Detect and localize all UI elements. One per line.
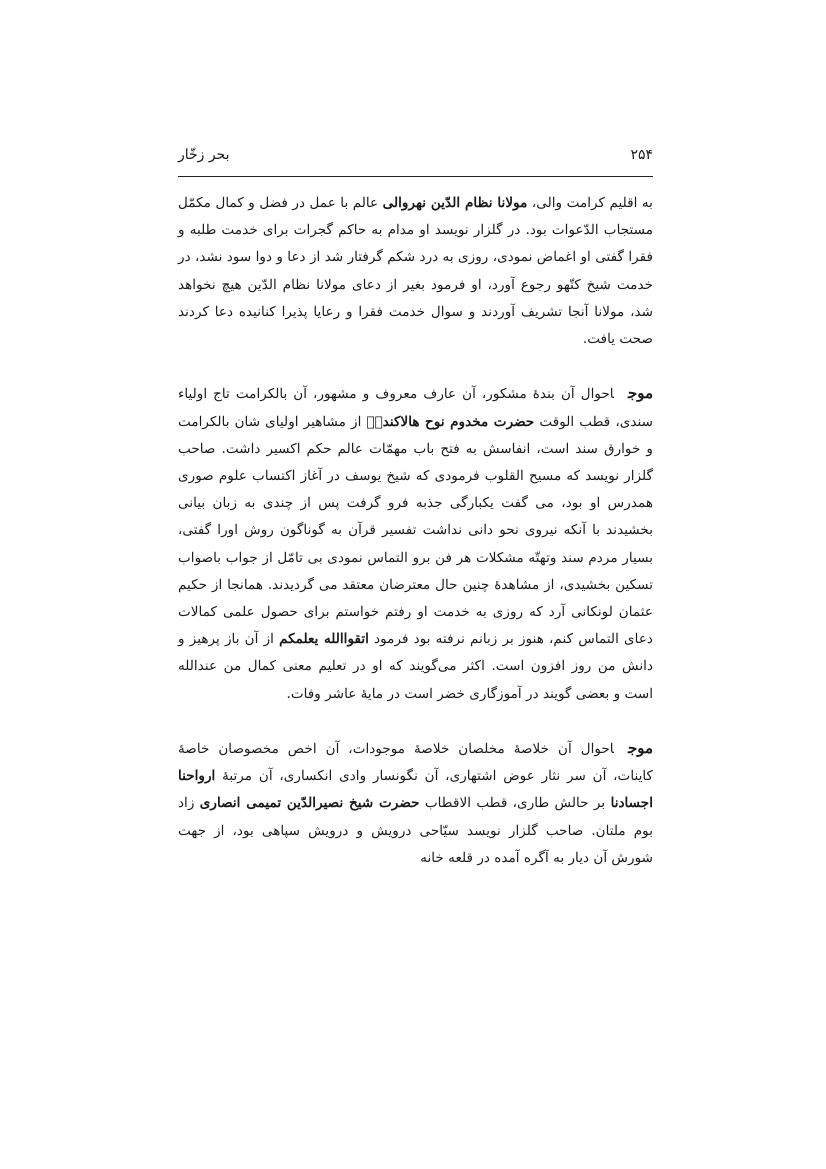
bold-quote: ارواحنا اجسادنا — [178, 768, 653, 812]
section-marker: موج — [627, 739, 653, 758]
bold-name: حضرت شیخ نصیرالدّین تمیمی انصاری — [199, 795, 420, 812]
paragraph-text: از آن باز پرهیز و دانش من روز افزون است. اکثر می‌گویند که او در تعلیم معنی کمال من عندالله است و بعضی گویند در آموزگاری خضر است در مایهٔ عاشر وفات. — [178, 631, 653, 702]
paragraph-3 — [178, 735, 653, 872]
paragraph-2 — [178, 380, 653, 707]
paragraph-text: بر حالش طاری، قطب الاقطاب — [419, 795, 611, 812]
paragraph-text: عالم با عمل در فضل و کمال مکمّل مستجاب الدّعوات بود. در گلزار نویسد او مدام به حاکم گجرات برای خدمت طلبه و فقرا گفتی او اغماض نمودی، روزی به درد شکم گرفتار شد از دعا و دوا سود نشد، در خدمت شیخ کتّهو رجوع آورد، او فرمود بغیر از دعای مولانا نظام الدّین هیچ نخواهد شد، مولانا آنجا تشریف آوردند و سوال خدمت فقرا و رعایا پذیرا کنانیده دعا کردند صحت یافت. — [178, 195, 653, 348]
running-title: بحر زخّار — [178, 147, 230, 163]
page-number: ۲۵۴ — [630, 147, 653, 163]
bold-name: حضرت مخدوم نوح هالاکندیؒ — [366, 413, 535, 430]
header-rule — [178, 176, 653, 177]
bold-quote: اتقواالله یعلمکم — [279, 631, 369, 648]
paragraph-text: زاد بوم ملتان. صاحب گلزار نویسد سیّاحی درویش و درویش سپاهی بود، از جهت شورش آن دیار به آگره آمده در قلعه خانه — [178, 795, 653, 866]
bold-name: مولانا نظام الدّین نهروالی — [382, 195, 528, 211]
paragraph-text: احوال آن بندهٔ مشکور، آن عارف معروف و مشهور، آن بالکرامت تاج اولیاء سندی، قطب الوقت — [178, 386, 653, 430]
paragraph-text: از مشاهیر اولیای شان بالکرامت و خوارق سند است، انفاسش به فتح باب مهمّات عالم حکم اکسیر داشت. صاحب گلزار نویسد که مسیح القلوب فرمودی که شیخ یوسف در آغاز اکتساب علوم صوری همدرس او بود، می گفت یکبارگی جذبه فرو گرفت پس از چندی به زبان بیانی بخشیدند با آنکه نیروی نحو دانی نداشت تفسیر قرآن به گوناگون روش اورا گفتی، بسیار مردم سند وتهتّه مشکلات هر فن برو التماس نمودی بی تامّل از جواب باصواب تسکین بخشیدی، از مشاهدهٔ چنین حال معترضان معتقد می گردیدند. همانجا از حکیم عثمان لونکانی آرد که روزی به خدمت او رفتم خواستم برای حصول علمی کمالات دعای التماس کنم، هنوز بر زبانم نرفته بود فرمود — [178, 413, 653, 648]
section-marker: موج — [627, 384, 653, 403]
paragraph-text: احوال آن خلاصهٔ مخلصان خلاصهٔ موجودات، آن اخص مخصوصان خاصهٔ کاینات، آن سر نثار عوض اشتهاری، آن نگونسار وادی انکساری، آن مرتبهٔ — [178, 741, 653, 785]
page-header — [178, 147, 653, 173]
body-text — [178, 190, 653, 872]
paragraph-1 — [178, 190, 653, 353]
paragraph-text: به اقلیم کرامت والی، — [527, 195, 653, 211]
